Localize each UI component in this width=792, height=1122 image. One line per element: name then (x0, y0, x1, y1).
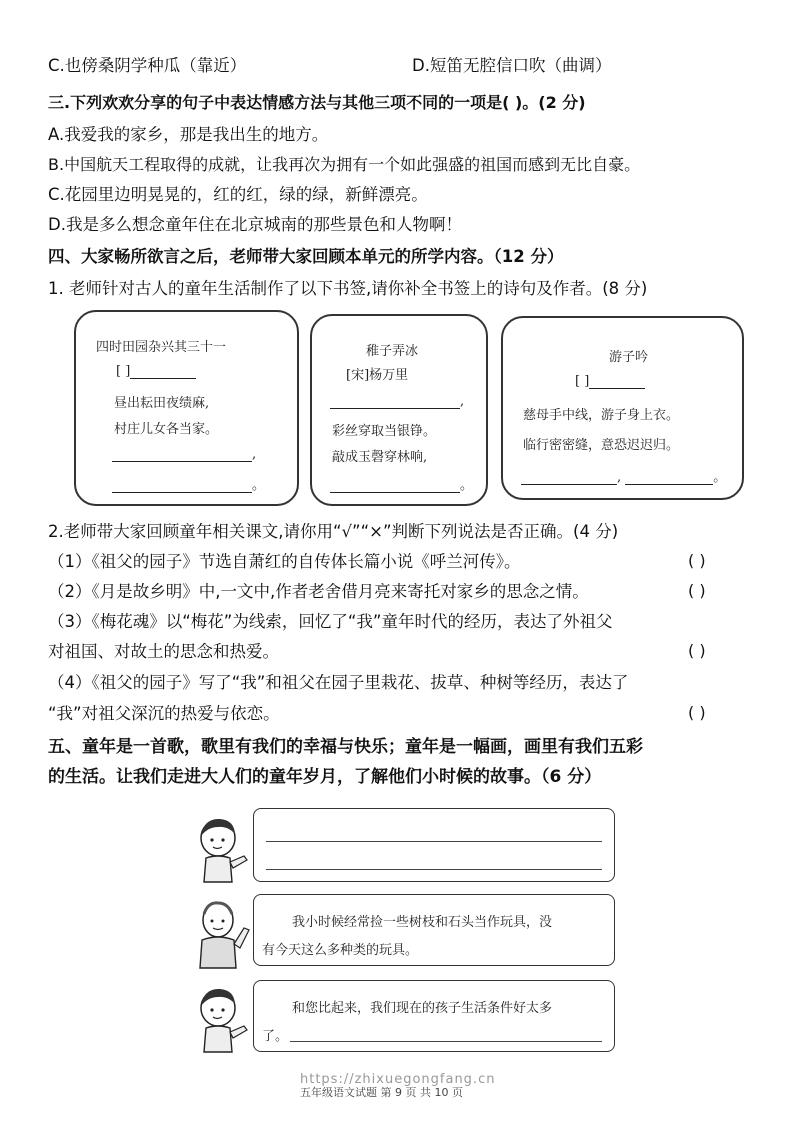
card1-answer-blank-1[interactable]: , (112, 447, 256, 462)
judge-item-2: （2）《月是故乡明》中,一文中,作者老舍借月亮来寄托对家乡的思念之情。 (48, 582, 589, 601)
q4-sub2: 2.老师带大家回顾童年相关课文,请你用“√”“×”判断下列说法是否正确。(4 分) (48, 522, 619, 541)
grandpa-illustration (194, 898, 254, 970)
bubble3-line-1: 和您比起来，我们现在的孩子生活条件好太多 (292, 1001, 553, 1016)
q2-option-c: C.也傍桑阴学种瓜（靠近） (48, 56, 247, 75)
card3-author-slot[interactable]: [ ] (575, 374, 645, 389)
judge-answer-2[interactable]: ( ) (688, 581, 706, 600)
watermark-url: https://zhixuegongfang.cn (300, 1072, 496, 1087)
boy-illustration-1 (194, 814, 252, 886)
card2-line-2: 敲成玉磬穿林响, (332, 450, 428, 465)
card3-title: 游子吟 (609, 350, 649, 365)
card2-author: [宋]杨万里 (346, 368, 409, 383)
card2-title: 稚子弄冰 (366, 344, 419, 359)
card3-line-2: 临行密密缝，意恐迟迟归。 (523, 438, 680, 453)
judge-item-3: （3）《梅花魂》以“梅花”为线索，回忆了“我”童年时代的经历，表达了外祖父 (48, 612, 613, 631)
q3-option-c: C.花园里边明晃晃的，红的红，绿的绿，新鲜漂亮。 (48, 185, 428, 204)
judge-answer-3[interactable]: ( ) (688, 641, 706, 660)
judge-item-4: （4）《祖父的园子》写了“我”和祖父在园子里栽花、拔草、种树等经历，表达了 (48, 673, 629, 692)
card1-line-1: 昼出耘田夜绩麻, (114, 396, 210, 411)
q3-option-d: D.我是多么想念童年住在北京城南的那些景色和人物啊！ (48, 215, 462, 234)
speech-bubble-3 (253, 980, 615, 1052)
card1-author-slot[interactable]: [ ] (116, 364, 196, 379)
card3-answer-blank[interactable]: , 。 (521, 466, 726, 485)
bubble2-line-2: 有今天这么多种类的玩具。 (262, 943, 419, 958)
card3-line-1: 慈母手中线，游子身上衣。 (523, 408, 680, 423)
judge-item-1: （1）《祖父的园子》节选自萧红的自传体长篇小说《呼兰河传》。 (48, 552, 521, 571)
bookmark-card-3 (501, 316, 744, 500)
card1-answer-blank-2[interactable]: 。 (112, 474, 265, 493)
judge-answer-1[interactable]: ( ) (688, 551, 706, 570)
judge-answer-4[interactable]: ( ) (688, 703, 706, 722)
q3-option-a: A.我爱我的家乡，那是我出生的地方。 (48, 125, 329, 144)
judge-item-3-cont: 对祖国、对故土的思念和热爱。 (48, 642, 279, 661)
bubble1-answer-line-2[interactable] (266, 869, 602, 870)
boy-illustration-2 (194, 984, 252, 1056)
page-footer: 五年级语文试题 第 9 页 共 10 页 (300, 1086, 463, 1099)
q5-title-line-1: 五、童年是一首歌，歌里有我们的幸福与快乐；童年是一幅画，画里有我们五彩 (48, 737, 643, 757)
card2-answer-blank-1[interactable]: , (330, 394, 464, 409)
q4-sub1: 1. 老师针对古人的童年生活制作了以下书签,请你补全书签上的诗句及作者。(8 分) (48, 279, 648, 298)
speech-bubble-2 (253, 894, 615, 966)
card1-title: 四时田园杂兴其三十一 (96, 340, 227, 355)
bookmark-card-1 (74, 310, 299, 506)
q3-title: 三.下列欢欢分享的句子中表达情感方法与其他三项不同的一项是( )。(2 分) (48, 93, 586, 112)
q2-option-d: D.短笛无腔信口吹（曲调） (412, 56, 612, 75)
bubble1-answer-line-1[interactable] (266, 841, 602, 842)
q4-title: 四、大家畅所欲言之后，老师带大家回顾本单元的所学内容。（12 分） (48, 247, 564, 266)
bubble3-answer-line[interactable] (290, 1041, 602, 1042)
speech-bubble-1 (253, 808, 615, 882)
q5-title-line-2: 的生活。让我们走进大人们的童年岁月，了解他们小时候的故事。（6 分） (48, 767, 602, 787)
bubble3-line-2: 了。 (262, 1029, 289, 1044)
bubble2-line-1: 我小时候经常捡一些树枝和石头当作玩具，没 (292, 915, 553, 930)
judge-item-4-cont: “我”对祖父深沉的热爱与依恋。 (48, 704, 280, 723)
q3-option-b: B.中国航天工程取得的成就，让我再次为拥有一个如此强盛的祖国而感到无比自豪。 (48, 155, 641, 174)
bookmark-card-2 (310, 314, 488, 506)
card2-answer-blank-2[interactable]: 。 (330, 474, 473, 493)
card1-line-2: 村庄儿女各当家。 (114, 422, 219, 437)
card2-line-1: 彩丝穿取当银铮。 (332, 424, 437, 439)
